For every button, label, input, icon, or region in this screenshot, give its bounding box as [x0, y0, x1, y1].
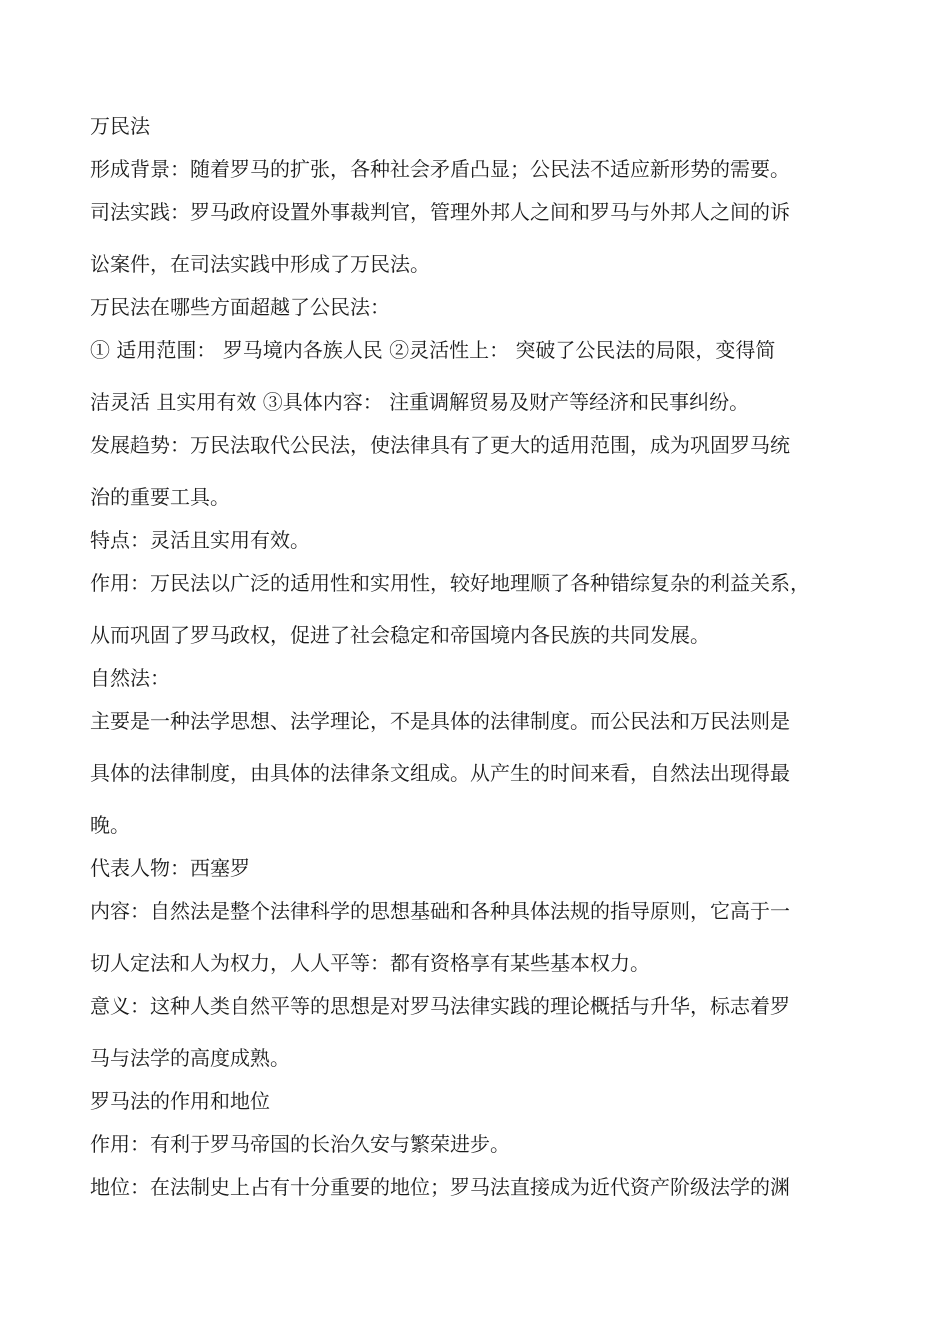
text-line: 讼案件，在司法实践中形成了万民法。 [90, 252, 430, 276]
text-line: 形成背景：随着罗马的扩张，各种社会矛盾凸显；公民法不适应新形势的需要。 [90, 157, 790, 181]
text-line: 晚。 [90, 813, 130, 837]
text-line: 作用：有利于罗马帝国的长治久安与繁荣进步。 [90, 1132, 510, 1156]
text-line: 特点：灵活且实用有效。 [90, 528, 310, 552]
text-line: 司法实践：罗马政府设置外事裁判官，管理外邦人之间和罗马与外邦人之间的诉 [90, 200, 790, 224]
section-heading-roman-law-role: 罗马法的作用和地位 [90, 1089, 270, 1113]
section-heading-natural-law: 自然法： [90, 666, 170, 690]
text-line: 发展趋势：万民法取代公民法，使法律具有了更大的适用范围，成为巩固罗马统 [90, 433, 790, 457]
text-line: 意义：这种人类自然平等的思想是对罗马法律实践的理论概括与升华，标志着罗 [90, 994, 790, 1018]
text-line: 内容：自然法是整个法律科学的思想基础和各种具体法规的指导原则，它高于一 [90, 899, 790, 923]
text-line: 代表人物：西塞罗 [90, 856, 250, 880]
section-heading-jus-gentium: 万民法 [90, 114, 150, 138]
text-line: 主要是一种法学思想、法学理论，不是具体的法律制度。而公民法和万民法则是 [90, 709, 790, 733]
text-line: 马与法学的高度成熟。 [90, 1046, 290, 1070]
text-line: 洁灵活 且实用有效 ③具体内容： 注重调解贸易及财产等经济和民事纠纷。 [90, 390, 750, 414]
text-line: 作用：万民法以广泛的适用性和实用性，较好地理顺了各种错综复杂的利益关系， [90, 571, 810, 595]
text-line: 治的重要工具。 [90, 485, 230, 509]
text-line: 具体的法律制度，由具体的法律条文组成。从产生的时间来看，自然法出现得最 [90, 761, 790, 785]
text-line: ① 适用范围： 罗马境内各族人民 ②灵活性上： 突破了公民法的局限，变得简 [90, 338, 776, 362]
text-line: 切人定法和人为权力，人人平等：都有资格享有某些基本权力。 [90, 951, 650, 975]
text-line: 万民法在哪些方面超越了公民法： [90, 295, 390, 319]
document-body [90, 113, 880, 1200]
text-line: 从而巩固了罗马政权，促进了社会稳定和帝国境内各民族的共同发展。 [90, 623, 710, 647]
text-line: 地位：在法制史上占有十分重要的地位；罗马法直接成为近代资产阶级法学的渊 [90, 1175, 790, 1199]
